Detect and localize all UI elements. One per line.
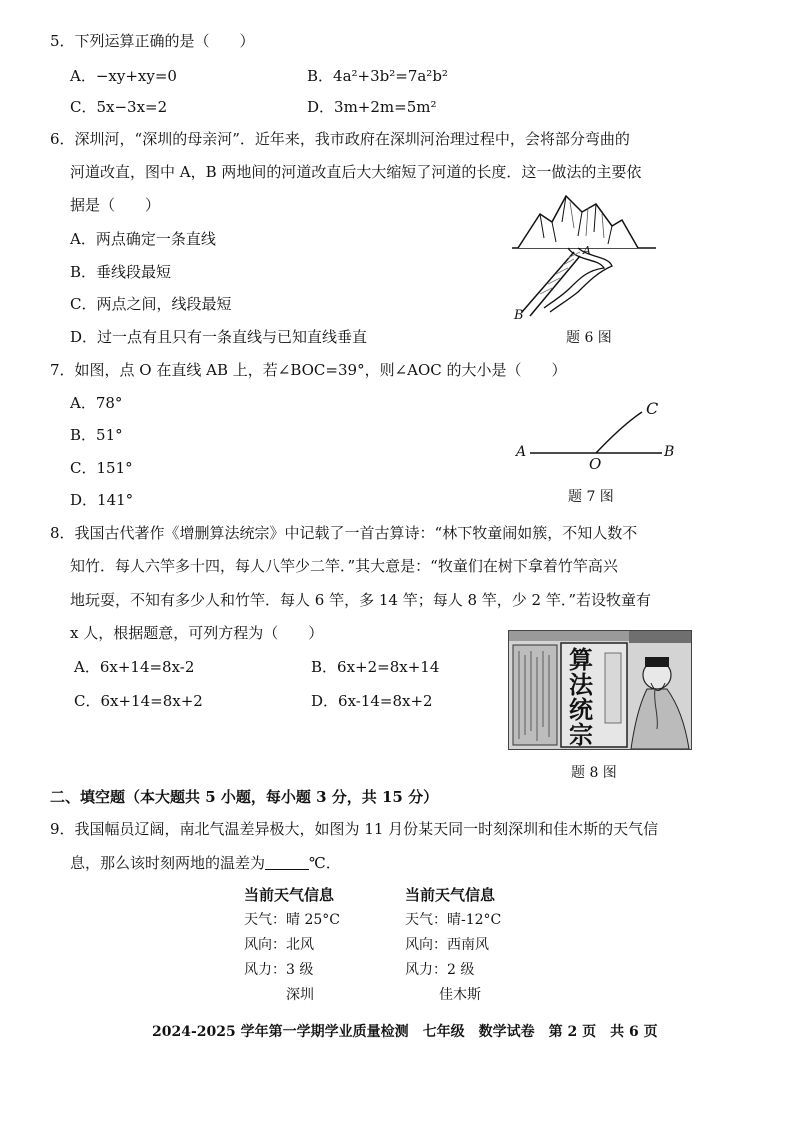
weather-condition: 天气：晴-12°C: [405, 912, 502, 928]
q6-figure-caption: 题 6 图: [566, 330, 612, 346]
q7-figure-caption: 题 7 图: [568, 489, 614, 505]
q8-book-title: 算法统宗: [569, 645, 593, 749]
q8-stem-line2: 知竹．每人六竿多十四，每人八竿少二竿．”其大意是：“牧童们在树下拿着竹竿高兴: [70, 557, 618, 575]
section-2-heading: 二、填空题（本大题共 5 小题，每小题 3 分，共 15 分）: [50, 788, 439, 806]
q6-figure-river: [508, 192, 658, 322]
q6-option-a: A．两点确定一条直线: [70, 230, 216, 248]
q9-stem-line2-unit: ℃．: [309, 854, 341, 872]
q6-option-b: B．垂线段最短: [70, 263, 172, 281]
q5-stem: 5．下列运算正确的是（ ）: [50, 32, 255, 50]
page-footer: 2024-2025 学年第一学期学业质量检测 七年级 数学试卷 第 2 页 共 6 页: [152, 1024, 658, 1040]
q5-option-b: B．4a²+3b²=7a²b²: [307, 67, 448, 85]
city-name: 深圳: [286, 987, 314, 1003]
weather-card-header: 当前天气信息: [405, 886, 496, 904]
q6-stem-line1: 6．深圳河，“深圳的母亲河”．近年来，我市政府在深圳河治理过程中，会将部分弯曲的: [50, 130, 630, 148]
q7-option-d: D．141°: [70, 491, 134, 509]
q9-stem-line1: 9．我国幅员辽阔，南北气温差异极大，如图为 11 月份某天同一时刻深圳和佳木斯的天气信: [50, 820, 659, 838]
q5-option-a: A．−xy+xy=0: [70, 67, 177, 85]
wind-power: 风力：3 级: [244, 962, 314, 978]
q8-stem-line1: 8．我国古代著作《增删算法统宗》中记载了一首古算诗：“林下牧童闹如簇，不知人数不: [50, 524, 638, 542]
q6-point-b-label: B: [514, 308, 524, 323]
q5-option-c: C．5x−3x=2: [70, 98, 168, 116]
q9-stem-line2: [70, 852, 341, 873]
q5-option-d: D．3m+2m=5m²: [307, 98, 437, 116]
q7-label-o: O: [589, 455, 602, 473]
q6-stem-line3: 据是（ ）: [70, 196, 161, 214]
q8-stem-line3: 地玩耍，不知有多少人和竹竿．每人 6 竿，多 14 竿；每人 8 竿，少 2 竿．”若设牧童有: [70, 591, 652, 609]
weather-card-header: 当前天气信息: [244, 886, 335, 904]
q6-point-a-label: A: [583, 244, 591, 257]
q6-option-d: D．过一点有且只有一条直线与已知直线垂直: [70, 328, 368, 346]
city-name: 佳木斯: [439, 987, 481, 1003]
q9-stem-line2-text: 息，那么该时刻两地的温差为: [70, 854, 266, 872]
wind-power: 风力：2 级: [405, 962, 475, 978]
q8-figure-book: [508, 630, 692, 750]
q8-option-b: B．6x+2=8x+14: [311, 658, 440, 676]
weather-card-jiamusi: [405, 883, 501, 1008]
wind-direction: 风向：北风: [244, 937, 314, 953]
q7-label-c: C: [646, 399, 659, 418]
q8-option-c: C．6x+14=8x+2: [74, 692, 203, 710]
q6-option-c: C．两点之间，线段最短: [70, 295, 232, 313]
q8-option-a: A．6x+14=8x-2: [74, 658, 195, 676]
q7-label-a: A: [516, 444, 527, 460]
weather-card-shenzhen: [244, 883, 340, 1008]
wind-direction: 风向：西南风: [405, 937, 489, 953]
q7-option-c: C．151°: [70, 459, 133, 477]
q7-option-b: B．51°: [70, 426, 123, 444]
q7-option-a: A．78°: [70, 394, 123, 412]
q7-stem: 7．如图，点 O 在直线 AB 上，若∠BOC=39°，则∠AOC 的大小是（ ）: [50, 361, 567, 379]
q7-label-b: B: [664, 444, 675, 460]
q6-stem-line2: 河道改直，图中 A，B 两地间的河道改直后大大缩短了河道的长度．这一做法的主要依: [70, 163, 642, 181]
q8-figure-caption: 题 8 图: [571, 765, 617, 781]
q8-stem-line4: x 人，根据题意，可列方程为（ ）: [70, 624, 324, 642]
q8-option-d: D．6x-14=8x+2: [311, 692, 433, 710]
weather-condition: 天气：晴 25°C: [244, 912, 340, 928]
q9-answer-blank[interactable]: [265, 855, 309, 870]
